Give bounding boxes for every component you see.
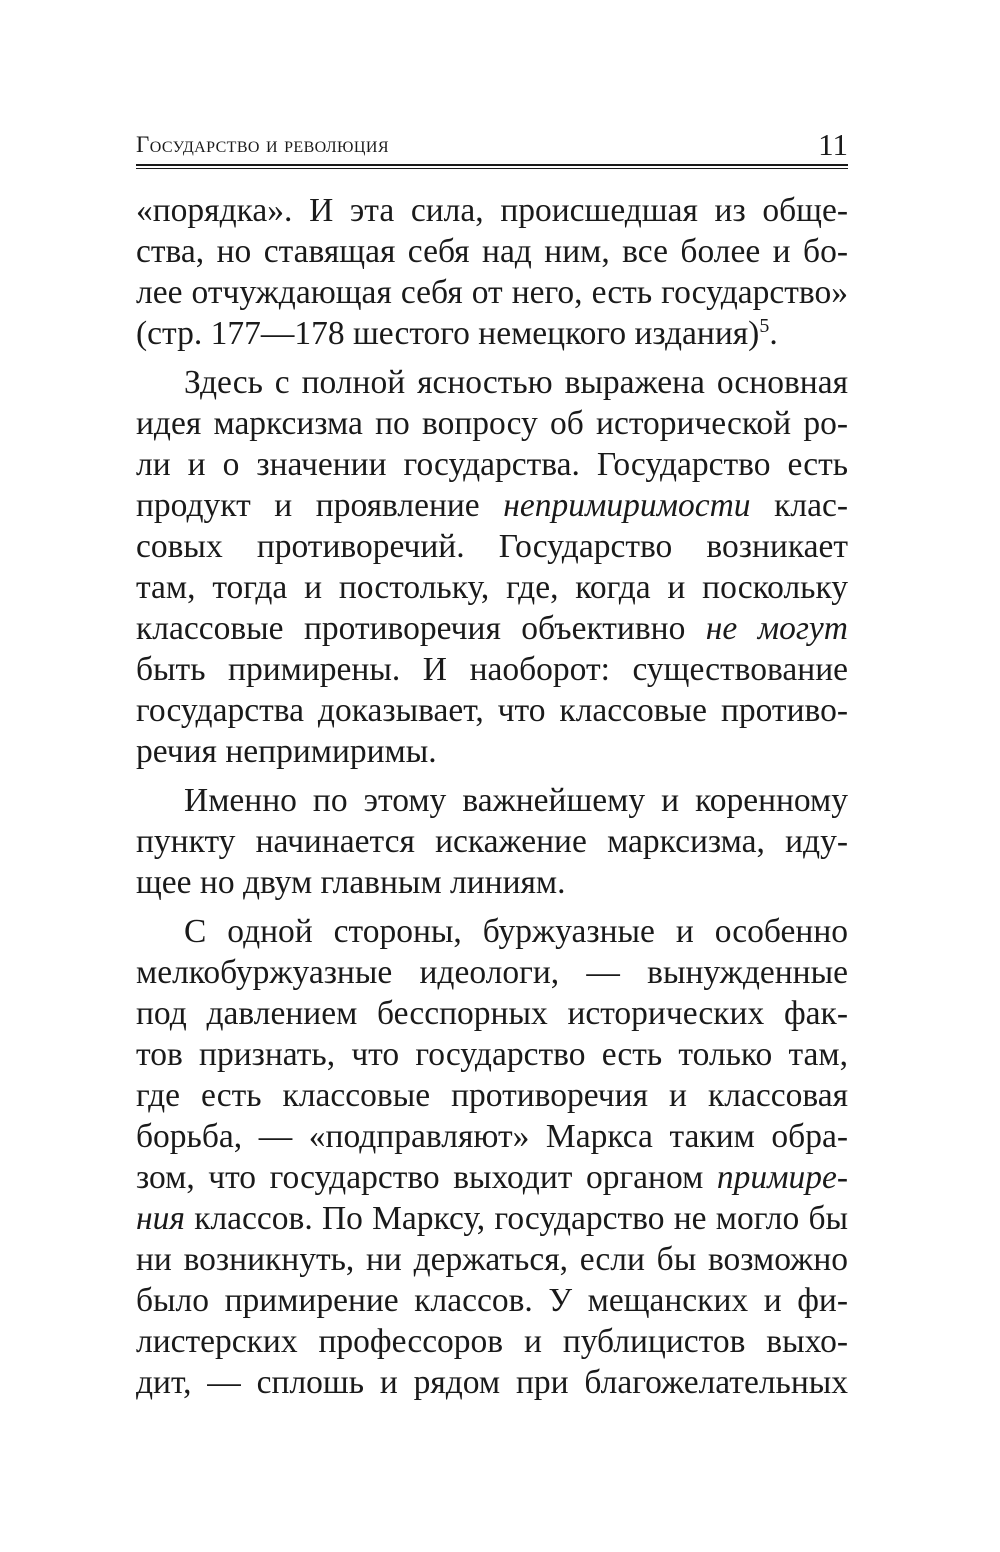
text-line: ства, но ставящая себя над ним, все более и бо- xyxy=(136,233,848,270)
text-line: под давлением бесспорных исторических фак- xyxy=(136,995,848,1032)
text-line: «порядка». И эта сила, происшедшая из обще- xyxy=(136,192,848,229)
emphasis: не могут xyxy=(705,610,848,647)
text-line: классовые противоречия объективно не могут xyxy=(136,610,848,647)
text-line: где есть классовые противоречия и классовая xyxy=(136,1077,848,1114)
paragraph xyxy=(136,362,848,772)
paragraph xyxy=(136,911,848,1403)
emphasis: непримиримости xyxy=(503,487,751,524)
text-line: листерских профессоров и публицистов выхо- xyxy=(136,1323,848,1360)
text-line: быть примирены. И наоборот: существование xyxy=(136,651,848,688)
text-line: ния классов. По Марксу, государство не могло бы xyxy=(136,1200,848,1237)
emphasis: ния xyxy=(136,1200,185,1237)
text-line: Здесь с полной ясностью выражена основная xyxy=(184,364,848,401)
paragraph xyxy=(136,780,848,903)
text-line: было примирение классов. У мещанских и фи- xyxy=(136,1282,848,1319)
text-line: там, тогда и постольку, где, когда и поскольку xyxy=(136,569,848,606)
text-line: государства доказывает, что классовые противо- xyxy=(136,692,848,729)
page-number: 11 xyxy=(818,127,848,162)
text-line: Именно по этому важнейшему и коренному xyxy=(184,782,848,819)
text-line: лее отчуждающая себя от него, есть государство» xyxy=(136,274,848,311)
header-rule-thick xyxy=(136,164,848,166)
text-line: ли и о значении государства. Государство есть xyxy=(136,446,848,483)
emphasis: примире- xyxy=(716,1159,848,1196)
text-line: зом, что государство выходит органом примире- xyxy=(136,1159,848,1196)
text-line: мелкобуржуазные идеологи, — вынужденные xyxy=(136,954,848,991)
text-line: (стр. 177—178 шестого немецкого издания)$^5$. xyxy=(136,314,778,352)
text-line: щее но двум главным линиям. xyxy=(136,864,566,901)
text-line: речия непримиримы. xyxy=(136,733,437,770)
body-text xyxy=(136,190,848,1403)
text-line: пункту начинается искажение марксизма, иду- xyxy=(136,823,848,860)
text-line: С одной стороны, буржуазные и особенно xyxy=(184,913,848,950)
footnote-marker[interactable]: 5 xyxy=(759,314,770,337)
book-page xyxy=(136,128,848,1403)
text-line: борьба, — «подправляют» Маркса таким обра- xyxy=(136,1118,848,1155)
text-line: дит, — сплошь и рядом при благожелательных xyxy=(136,1364,848,1401)
text-line: тов признать, что государство есть только там, xyxy=(136,1036,848,1073)
text-line: идея марксизма по вопросу об исторической ро- xyxy=(136,405,848,442)
header-rule-thin xyxy=(136,168,848,169)
running-header xyxy=(136,128,848,162)
text-line: продукт и проявление непримиримости клас- xyxy=(136,487,848,524)
paragraph xyxy=(136,190,848,354)
running-title: Государство и революция xyxy=(136,132,389,157)
text-line: совых противоречий. Государство возникает xyxy=(136,528,848,565)
text-line: ни возникнуть, ни держаться, если бы возможно xyxy=(136,1241,848,1278)
